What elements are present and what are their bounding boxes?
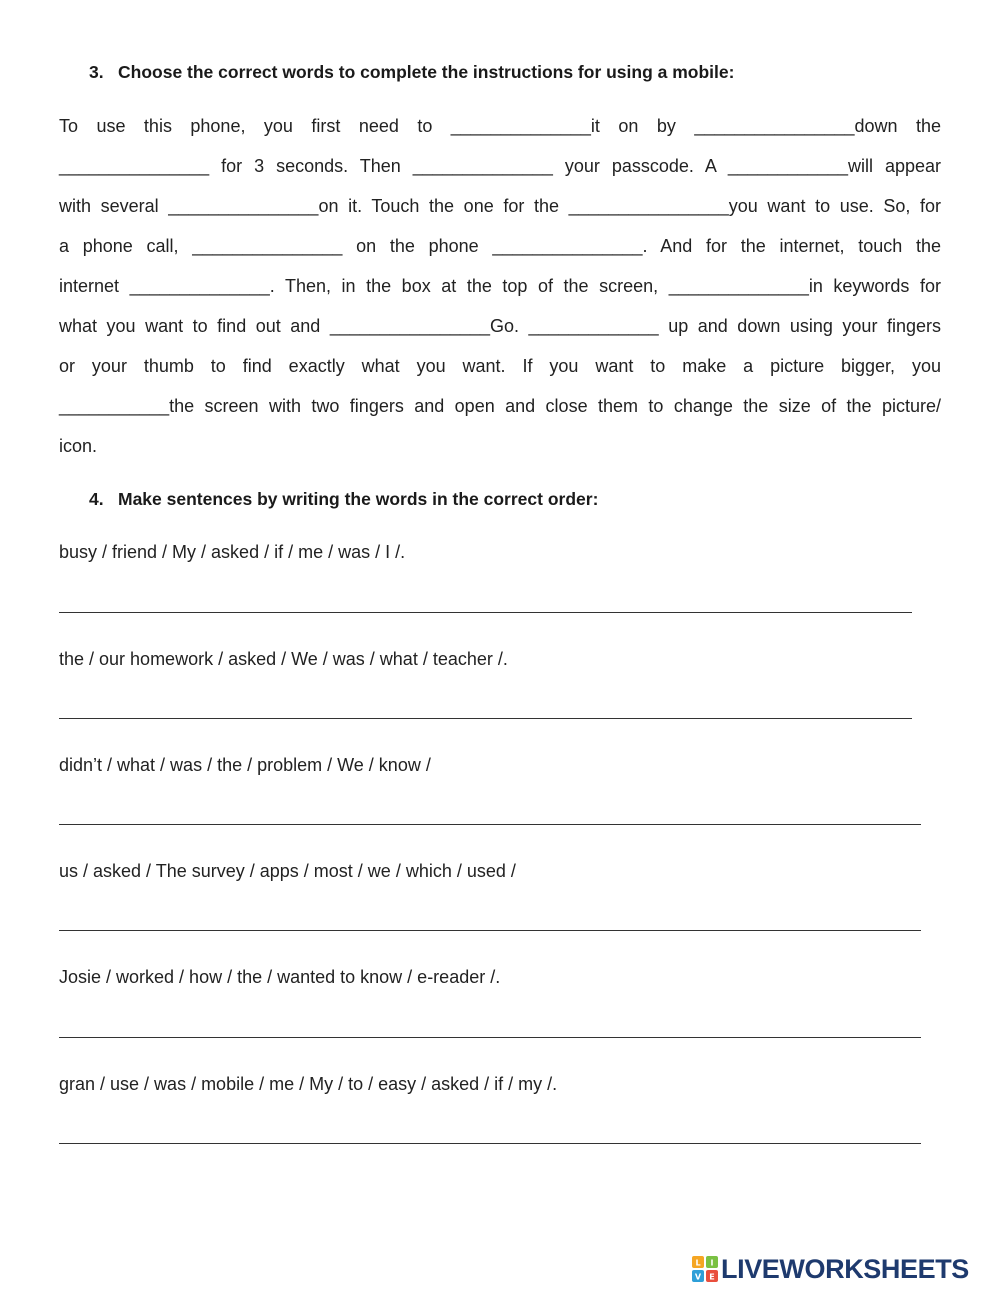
paragraph-line: internet ______________. Then, in the box at the top of the screen, ______________in keywords for bbox=[59, 276, 941, 296]
svg-text:I: I bbox=[710, 1258, 714, 1268]
scrambled-sentence: didn’t / what / was / the / problem / We / know / bbox=[59, 755, 431, 775]
exercise-3-title: Choose the correct words to complete the instructions for using a mobile: bbox=[118, 62, 735, 82]
answer-line[interactable] bbox=[59, 930, 921, 931]
answer-line[interactable] bbox=[59, 1037, 921, 1038]
paragraph-line: a phone call, _______________ on the phone _______________. And for the internet, touch the bbox=[59, 236, 941, 256]
scrambled-sentence: the / our homework / asked / We / was / what / teacher /. bbox=[59, 649, 508, 669]
scrambled-sentence: gran / use / was / mobile / me / My / to / easy / asked / if / my /. bbox=[59, 1074, 558, 1094]
liveworksheets-logo bbox=[692, 1254, 969, 1284]
paragraph-line-last: icon. bbox=[59, 436, 98, 456]
exercise-3-heading bbox=[89, 62, 734, 83]
exercise-3-number: 3. bbox=[89, 62, 104, 82]
answer-line[interactable] bbox=[59, 612, 912, 613]
svg-text:L: L bbox=[695, 1258, 701, 1268]
logo-text: LIVEWORKSHEETS bbox=[721, 1254, 969, 1284]
scrambled-sentence: us / asked / The survey / apps / most / we / which / used / bbox=[59, 861, 516, 881]
answer-line[interactable] bbox=[59, 824, 921, 825]
scrambled-sentence: busy / friend / My / asked / if / me / was / I /. bbox=[59, 542, 406, 562]
svg-text:E: E bbox=[709, 1272, 715, 1282]
paragraph-line: with several _______________on it. Touch the one for the ________________you want to use. So, for bbox=[59, 196, 941, 216]
svg-text:V: V bbox=[694, 1272, 702, 1282]
paragraph-line: _______________ for 3 seconds. Then ______________ your passcode. A ____________will appear bbox=[59, 156, 941, 176]
paragraph-line: To use this phone, you first need to ______________it on by ________________down the bbox=[59, 116, 941, 136]
exercise-4-number: 4. bbox=[89, 489, 104, 509]
answer-line[interactable] bbox=[59, 1143, 921, 1144]
answer-line[interactable] bbox=[59, 718, 912, 719]
exercise-4-heading bbox=[89, 489, 598, 510]
paragraph-line: or your thumb to find exactly what you want. If you want to make a picture bigger, you bbox=[59, 356, 941, 376]
exercise-4-title: Make sentences by writing the words in the correct order: bbox=[118, 489, 599, 509]
liveworksheets-blocks-icon bbox=[692, 1256, 718, 1282]
paragraph-line: what you want to find out and ________________Go. _____________ up and down using your fingers bbox=[59, 316, 941, 336]
scrambled-sentence: Josie / worked / how / the / wanted to know / e-reader /. bbox=[59, 967, 501, 987]
paragraph-line: ___________the screen with two fingers and open and close them to change the size of the picture/ bbox=[59, 396, 941, 416]
